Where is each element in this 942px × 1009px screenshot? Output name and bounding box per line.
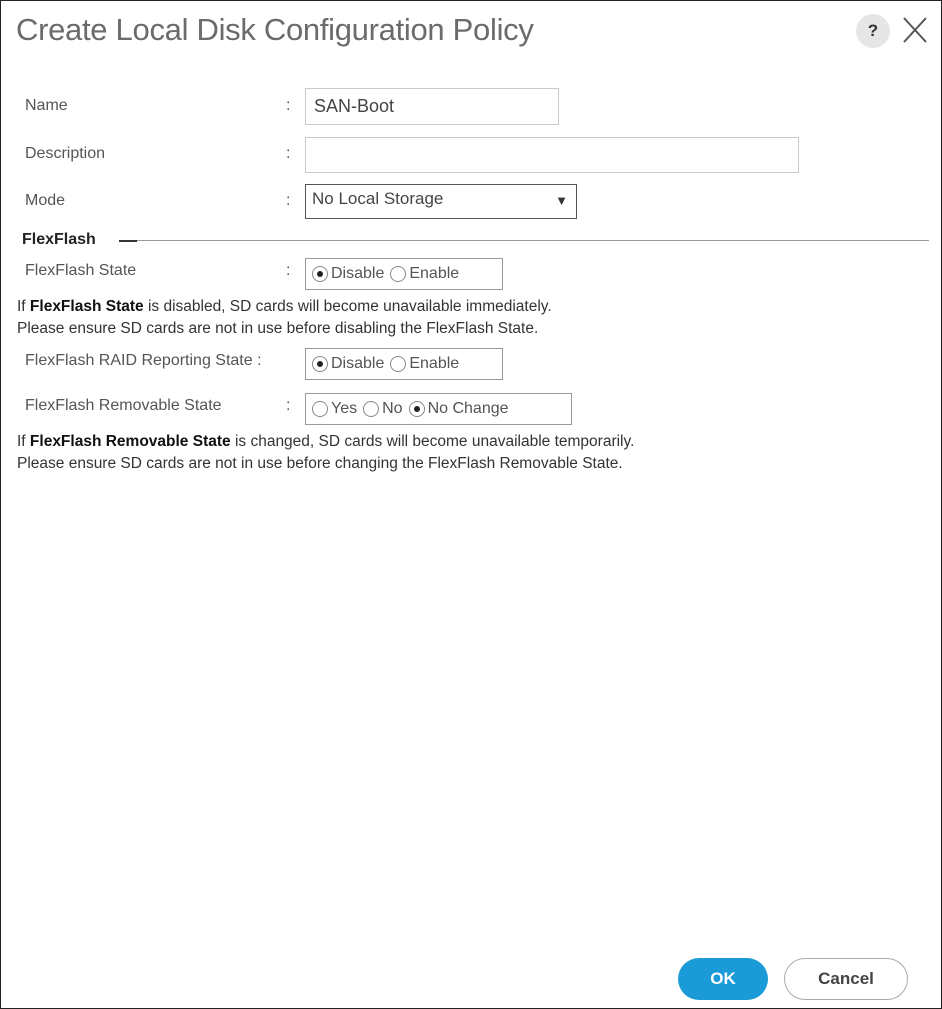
raid-reporting-radio-group (305, 348, 503, 380)
radio-option-disable[interactable] (312, 265, 384, 283)
radio-button[interactable] (409, 401, 425, 417)
flexflash-state-note: If FlexFlash State is disabled, SD cards will become unavailable immediately. Please ensure SD cards are not in use before disabling the FlexFlash State. (17, 298, 552, 337)
removable-state-note: If FlexFlash Removable State is changed, SD cards will become unavailable temporarily. Please ensure SD cards are not in use before changing the FlexFlash Removable State. (17, 433, 635, 472)
radio-label: Disable (331, 265, 385, 282)
ok-button[interactable]: OK (678, 958, 768, 1000)
radio-option-yes[interactable] (312, 400, 357, 418)
colon: : (286, 397, 291, 414)
close-icon[interactable] (900, 14, 930, 46)
radio-option-no-change[interactable] (409, 400, 509, 418)
mode-select[interactable] (305, 184, 577, 219)
section-divider (119, 240, 929, 241)
radio-label: Enable (409, 355, 460, 372)
raid-reporting-label: FlexFlash RAID Reporting State : (25, 352, 262, 369)
radio-option-disable[interactable] (312, 355, 384, 373)
section-divider-accent (119, 240, 137, 242)
name-input[interactable] (305, 88, 559, 125)
radio-option-no[interactable] (363, 400, 402, 418)
colon: : (286, 192, 291, 209)
dropdown-arrow-icon: ▼ (555, 193, 568, 208)
description-input[interactable] (305, 137, 799, 173)
radio-option-enable[interactable] (390, 265, 459, 283)
radio-label: No (382, 400, 403, 417)
description-label: Description (25, 145, 106, 162)
radio-button[interactable] (312, 356, 328, 372)
radio-label: Yes (331, 400, 358, 417)
colon: : (286, 97, 291, 114)
removable-state-radio-group (305, 393, 572, 425)
radio-label: No Change (427, 400, 509, 417)
flexflash-section-title: FlexFlash (22, 231, 96, 248)
radio-option-enable[interactable] (390, 355, 459, 373)
colon: : (286, 145, 291, 162)
radio-button[interactable] (363, 401, 379, 417)
radio-label: Enable (409, 265, 460, 282)
flexflash-state-label: FlexFlash State (25, 262, 137, 279)
mode-label: Mode (25, 192, 66, 209)
dialog-title: Create Local Disk Configuration Policy (16, 12, 534, 47)
flexflash-state-radio-group (305, 258, 503, 290)
mode-value: No Local Storage (312, 189, 444, 208)
help-icon[interactable]: ? (856, 14, 890, 48)
name-label: Name (25, 97, 68, 114)
removable-state-label: FlexFlash Removable State (25, 397, 222, 414)
cancel-button[interactable]: Cancel (784, 958, 908, 1000)
colon: : (286, 262, 291, 279)
radio-button[interactable] (312, 401, 328, 417)
radio-button[interactable] (390, 266, 406, 282)
radio-label: Disable (331, 355, 385, 372)
radio-button[interactable] (312, 266, 328, 282)
radio-button[interactable] (390, 356, 406, 372)
